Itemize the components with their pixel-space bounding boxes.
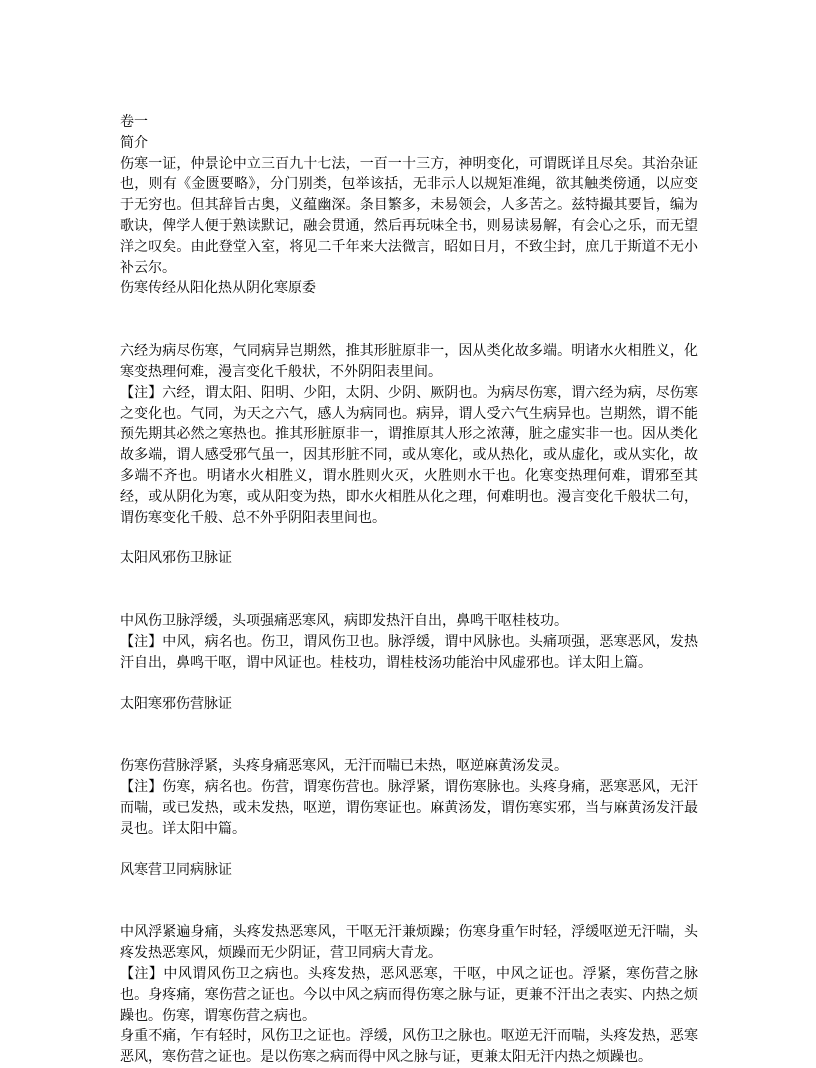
section-heading: 太阳风邪伤卫脉证 [120, 550, 232, 567]
document-page [120, 112, 698, 1068]
verse-paragraph: 中风浮紧遍身痛，头疼发热恶寒风，干呕无汗兼烦躁；伤寒身重乍时轻，浮缓呕逆无汗喘，头疼发热恶寒风，烦躁而无少阴证，营卫同病大青龙。 [120, 924, 698, 962]
intro-title: 简介 [120, 134, 148, 151]
spacer [120, 674, 698, 694]
note-paragraph: 【注】伤寒，病名也。伤营，谓寒伤营也。脉浮紧，谓伤寒脉也。头疼身痛，恶寒恶风，无汗而喘，或已发热，或未发热，呕逆，谓伤寒证也。麻黄汤发，谓伤寒实邪，当与麻黄汤发汗最灵也。详太阳中篇。 [120, 779, 698, 837]
spacer [120, 528, 698, 548]
note-paragraph: 【注】中风，病名也。伤卫，谓风伤卫也。脉浮缓，谓中风脉也。头痛项强，恶寒恶风，发热汗自出，鼻鸣干呕，谓中风证也。桂枝功，谓桂枝汤功能治中风虚邪也。详太阳上篇。 [120, 633, 698, 671]
volume-title: 卷一 [120, 114, 148, 130]
verse-paragraph: 伤寒伤营脉浮紧，头疼身痛恶寒风，无汗而喘已未热，呕逆麻黄汤发灵。 [120, 758, 568, 775]
intro-paragraph: 伤寒一证，仲景论中立三百九十七法，一百一十三方，神明变化，可谓既详且尽矣。其治杂证也，则有《金匮要略》，分门别类，包举该括，无非示人以规矩准绳，欲其触类傍通，以应变于无穷也。但其辞旨古奥，义蕴幽深。条目繁多，未易领会，人多苦之。兹特撮其要旨，编为歌诀，俾学人便于熟读默记，融会贯通，然后再玩味全书，则易读易解，有会心之乐，而无望洋之叹矣。由此登堂入室，将见二千年来大法微言，昭如日月，不致尘封，庶几于斯道不无小补云尔。 [120, 155, 698, 276]
section-heading: 太阳寒邪伤营脉证 [120, 695, 232, 712]
note-paragraph: 【注】六经，谓太阳、阳明、少阳，太阴、少阴、厥阴也。为病尽伤寒，谓六经为病，尽伤寒之变化也。气同，为天之六气，感人为病同也。病异，谓人受六气生病异也。岂期然，谓不能预先期其必然之寒热也。推其形脏原非一，谓推原其人形之浓薄，脏之虚实非一也。因从类化故多端，谓人感受邪气虽一，因其形脏不同，或从寒化，或从热化，或从虚化，或从实化，故多端不齐也。明诸水火相胜义，谓水胜则火灭，火胜则水干也。化寒变热理何难，谓邪至其经，或从阴化为寒，或从阳变为热，即水火相胜从化之理，何难明也。漫言变化千般状二句，谓伤寒变化千般、总不外乎阴阳表里间也。 [120, 384, 698, 526]
verse-paragraph: 六经为病尽伤寒，气同病异岂期然，推其形脏原非一，因从类化故多端。明诸水火相胜义，化寒变热理何难，漫言变化千般状，不外阴阳表里间。 [120, 343, 698, 380]
spacer [120, 569, 698, 611]
section-heading: 伤寒传经从阳化热从阴化寒原委 [120, 280, 316, 297]
spacer [120, 880, 698, 922]
section-heading: 风寒营卫同病脉证 [120, 861, 232, 878]
spacer [120, 299, 698, 341]
note-paragraph: 【注】中风谓风伤卫之病也。头疼发热，恶风恶寒，干呕，中风之证也。浮紧，寒伤营之脉也。身疼痛，寒伤营之证也。今以中风之病而得伤寒之脉与证，更兼不汗出之表实、内热之烦躁也。伤寒，谓寒伤营之病也。 [120, 965, 698, 1024]
note-paragraph: 身重不痛，乍有轻时，风伤卫之证也。浮缓，风伤卫之脉也。呕逆无汗而喘，头疼发热，恶寒恶风，寒伤营之证也。是以伤寒之病而得中风之脉与证，更兼太阳无汗内热之烦躁也。 [120, 1028, 698, 1066]
spacer [120, 840, 698, 860]
spacer [120, 714, 698, 756]
verse-paragraph: 中风伤卫脉浮缓，头项强痛恶寒风，病即发热汗自出，鼻鸣干呕桂枝功。 [120, 613, 568, 630]
